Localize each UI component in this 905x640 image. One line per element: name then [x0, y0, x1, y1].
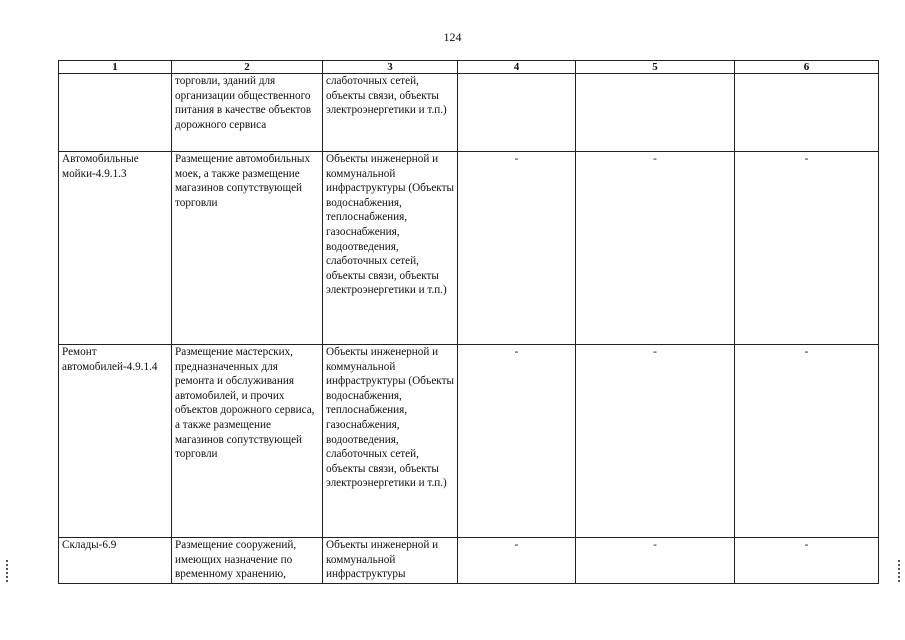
table-cell: Размещение мастерских, предназначенных для ремонта и обслуживания автомобилей, и прочих объектов дорожного сервиса, а также размещение магазинов сопутствующей торговли [172, 345, 323, 538]
table-cell: слаботочных сетей, объекты связи, объекты электроэнергетики и т.п.) [323, 74, 458, 152]
table-cell: - [735, 345, 879, 538]
table-row [59, 74, 879, 152]
table-row [59, 538, 879, 584]
header-cell: 3 [323, 61, 458, 74]
table-cell: Автомобильные мойки-4.9.1.3 [59, 152, 172, 345]
table-row [59, 152, 879, 345]
table-header-row [59, 61, 879, 74]
table-cell: - [735, 152, 879, 345]
header-cell: 1 [59, 61, 172, 74]
right-margin-mark [898, 560, 900, 582]
table-cell: торговли, зданий для организации общественного питания в качестве объектов дорожного сервиса [172, 74, 323, 152]
page-number: 124 [443, 30, 462, 44]
left-margin-mark [6, 560, 8, 582]
table-cell [576, 74, 735, 152]
table-cell: Ремонт автомобилей-4.9.1.4 [59, 345, 172, 538]
document-table [58, 60, 879, 584]
table-cell: - [576, 538, 735, 584]
table-cell [458, 74, 576, 152]
table-cell: - [735, 538, 879, 584]
table-cell: Склады-6.9 [59, 538, 172, 584]
table-cell [59, 74, 172, 152]
table-cell: - [576, 152, 735, 345]
header-cell: 6 [735, 61, 879, 74]
table-cell: Размещение автомобильных моек, а также размещение магазинов сопутствующей торговли [172, 152, 323, 345]
table-cell: Объекты инженерной и коммунальной инфраструктуры [323, 538, 458, 584]
table-cell: - [458, 345, 576, 538]
table-cell: Размещение сооружений, имеющих назначение по временному хранению, [172, 538, 323, 584]
table-cell: Объекты инженерной и коммунальной инфраструктуры (Объекты водоснабжения, теплоснабжения, газоснабжения, водоотведения, слаботочных сетей, объекты связи, объекты электроэнергетики и т.п.) [323, 345, 458, 538]
header-cell: 2 [172, 61, 323, 74]
header-cell: 5 [576, 61, 735, 74]
table-cell [735, 74, 879, 152]
table-cell: - [458, 152, 576, 345]
table-cell: - [576, 345, 735, 538]
table-cell: Объекты инженерной и коммунальной инфраструктуры (Объекты водоснабжения, теплоснабжения, газоснабжения, водоотведения, слаботочных сетей, объекты связи, объекты электроэнергетики и т.п.) [323, 152, 458, 345]
header-cell: 4 [458, 61, 576, 74]
table-cell: - [458, 538, 576, 584]
table-row [59, 345, 879, 538]
